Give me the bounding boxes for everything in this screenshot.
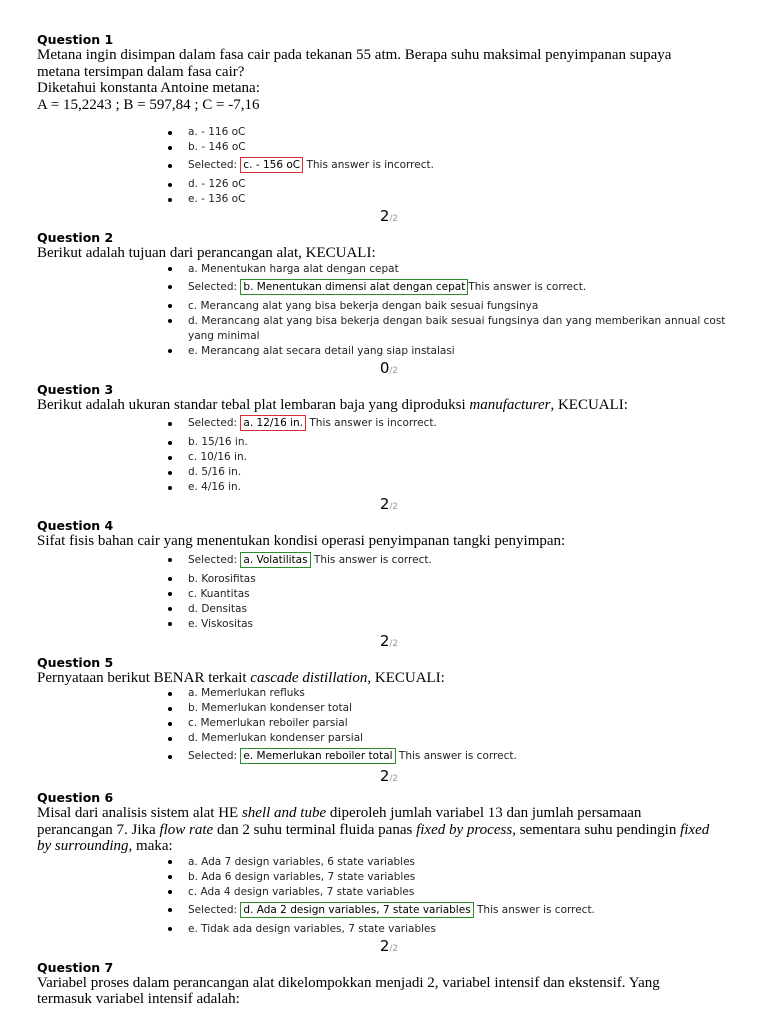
question-title: Question 5	[37, 654, 114, 670]
option-a[interactable]: a. Memerlukan refluks	[165, 686, 737, 701]
question-title: Question 7	[37, 959, 114, 975]
option-d[interactable]: d. Memerlukan kondenser parsial	[165, 731, 737, 746]
question-text: Pernyataan berikut BENAR terkait cascade distillation, KECUALI:	[37, 669, 445, 686]
question-text: Berikut adalah tujuan dari perancangan alat, KECUALI:	[37, 245, 376, 261]
question-title: Question 4	[37, 518, 114, 533]
question-2	[37, 230, 737, 380]
question-title: Question 3	[37, 381, 114, 397]
answer-options	[37, 262, 737, 359]
answer-feedback: This answer is incorrect.	[309, 417, 437, 429]
question-text: Misal dari analisis sistem alat HE shell and tube diperoleh jumlah variabel 13 dan jumlah persamaan perancangan 7. Jika flow rate dan 2 suhu terminal fluida panas fixed by process, sementara suhu pendingin fixed by surrounding, maka:	[37, 805, 710, 854]
selected-answer-incorrect: a. 12/16 in.	[240, 415, 306, 431]
selected-answer-correct: e. Memerlukan reboiler total	[240, 748, 395, 764]
answer-feedback: This answer is correct.	[468, 280, 587, 293]
selected-answer-correct: a. Volatilitas	[240, 552, 310, 568]
option-d[interactable]: d. 5/16 in.	[165, 465, 737, 480]
question-3	[37, 382, 737, 517]
option-b[interactable]: b. - 146 oC	[165, 140, 737, 155]
answer-feedback: This answer is correct.	[398, 750, 517, 762]
option-d[interactable]: d. - 126 oC	[165, 177, 737, 192]
answer-options	[37, 551, 737, 632]
question-5	[37, 655, 737, 789]
option-c[interactable]: c. 10/16 in.	[165, 450, 737, 465]
question-text: Variabel proses dalam perancangan alat dikelompokkan menjadi 2, variabel intensif dan ekstensif. Yang termasuk variabel intensif adalah:	[37, 974, 660, 1007]
question-title: Question 1	[37, 32, 114, 47]
option-e[interactable]: e. Merancang alat secara detail yang siap instalasi	[165, 344, 737, 359]
answer-options	[37, 686, 737, 766]
option-b-selected[interactable]: Selected: b. Menentukan dimensi alat dengan cepat This answer is correct.	[165, 278, 737, 297]
answer-feedback: This answer is correct.	[313, 553, 432, 566]
option-a[interactable]: a. Ada 7 design variables, 6 state variables	[165, 855, 737, 870]
selected-answer-correct: b. Menentukan dimensi alat dengan cepat	[240, 279, 468, 295]
selected-answer-correct: d. Ada 2 design variables, 7 state variables	[240, 902, 473, 918]
option-e[interactable]: e. Tidak ada design variables, 7 state variables	[165, 922, 737, 937]
option-e[interactable]: e. - 136 oC	[165, 192, 737, 207]
option-c[interactable]: c. Kuantitas	[165, 587, 737, 602]
option-e[interactable]: e. 4/16 in.	[165, 480, 737, 495]
answer-feedback: This answer is incorrect.	[306, 159, 434, 171]
option-b[interactable]: b. Memerlukan kondenser total	[165, 701, 737, 716]
question-7	[37, 960, 737, 1008]
option-b[interactable]: b. 15/16 in.	[165, 435, 737, 450]
quiz-review	[37, 32, 737, 1008]
question-score: 2/2	[379, 767, 399, 785]
option-c[interactable]: c. Memerlukan reboiler parsial	[165, 716, 737, 731]
question-1	[37, 32, 737, 228]
answer-feedback: This answer is correct.	[477, 903, 595, 916]
question-score: 0/2	[379, 358, 399, 377]
question-text: Berikut adalah ukuran standar tebal plat lembaran baja yang diproduksi manufacturer, KECUALI:	[37, 396, 628, 413]
option-c-selected[interactable]: Selected: c. - 156 oC This answer is incorrect.	[165, 156, 737, 175]
option-d[interactable]: d. Densitas	[165, 602, 737, 617]
option-a[interactable]: a. Menentukan harga alat dengan cepat	[165, 262, 737, 277]
question-score: 2/2	[379, 936, 399, 955]
option-a[interactable]: a. - 116 oC	[165, 125, 737, 140]
answer-options	[37, 414, 737, 495]
question-title: Question 2	[37, 230, 114, 245]
question-text: Metana ingin disimpan dalam fasa cair pada tekanan 55 atm. Berapa suhu maksimal penyimpanan supaya metana tersimpan dalam fasa cair? Diketahui konstanta Antoine metana: A = 15,2243 ; B = 597,84 ; C = -7,16	[37, 47, 672, 113]
question-6	[37, 790, 737, 958]
question-text: Sifat fisis bahan cair yang menentukan kondisi operasi penyimpanan tangki penyimpan:	[37, 533, 566, 549]
answer-options	[37, 125, 737, 207]
option-a-selected[interactable]: Selected: a. Volatilitas This answer is correct.	[165, 551, 737, 570]
option-e[interactable]: e. Viskositas	[165, 617, 737, 632]
option-b[interactable]: b. Korosifitas	[165, 572, 737, 587]
answer-options	[37, 855, 737, 937]
option-b[interactable]: b. Ada 6 design variables, 7 state variables	[165, 870, 737, 885]
option-d-selected[interactable]: Selected: d. Ada 2 design variables, 7 state variables This answer is correct.	[165, 901, 737, 920]
question-score: 2/2	[379, 495, 399, 513]
question-score: 2/2	[379, 631, 399, 650]
question-title: Question 6	[37, 790, 114, 805]
question-score: 2/2	[379, 207, 399, 225]
selected-answer-incorrect: c. - 156 oC	[240, 157, 303, 173]
option-d[interactable]: d. Merancang alat yang bisa bekerja dengan baik sesuai fungsinya dan yang memberikan annual cost yang minimal	[165, 314, 737, 344]
question-4	[37, 518, 737, 653]
option-e-selected[interactable]: Selected: e. Memerlukan reboiler total This answer is correct.	[165, 747, 737, 766]
option-a-selected[interactable]: Selected: a. 12/16 in. This answer is incorrect.	[165, 414, 737, 433]
option-c[interactable]: c. Ada 4 design variables, 7 state variables	[165, 885, 737, 900]
option-c[interactable]: c. Merancang alat yang bisa bekerja dengan baik sesuai fungsinya	[165, 299, 737, 314]
